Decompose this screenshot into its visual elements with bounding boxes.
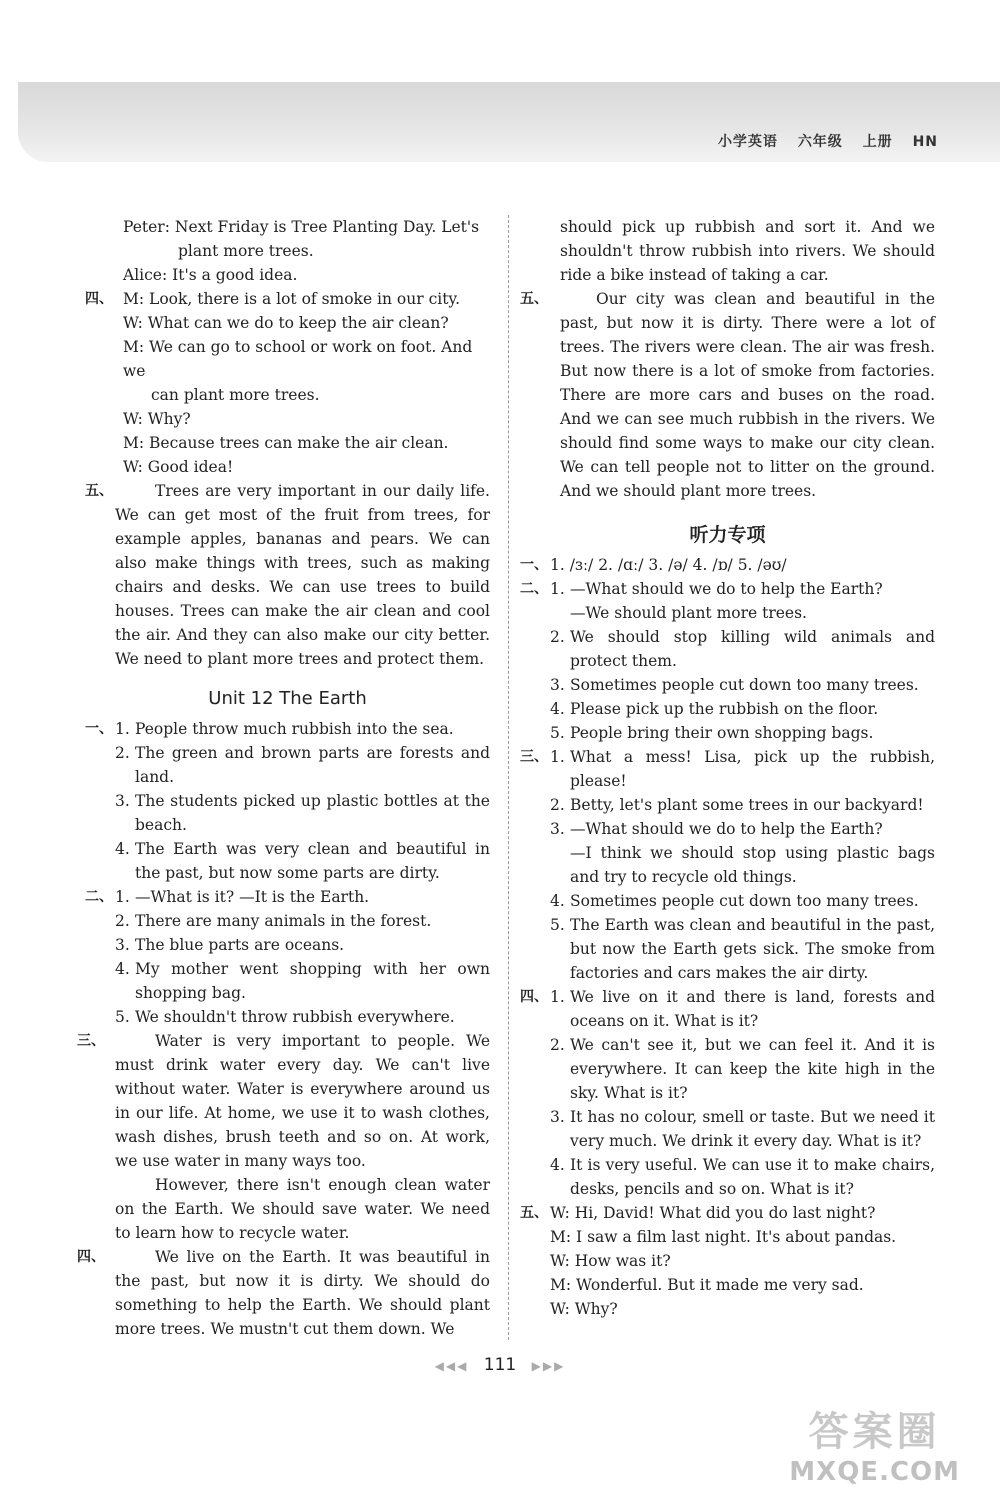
site-watermark (789, 1400, 960, 1487)
item-number: 2. (550, 628, 565, 646)
section-label: 四、 (520, 989, 548, 1005)
item-number: 2. (550, 796, 565, 814)
dialogue-line: It's a good idea. (172, 266, 298, 284)
item-number: 5. (550, 916, 565, 934)
top-dialogue (85, 215, 490, 287)
dialogue-line: Good idea! (147, 458, 234, 476)
speaker: M: (550, 1228, 572, 1246)
item-text: —What should we do to help the Earth? (570, 580, 883, 598)
item-number: 4. (115, 960, 130, 978)
item-number: 4. (550, 1156, 565, 1174)
item-text: People throw much rubbish into the sea. (135, 720, 454, 738)
item-number: 3. (115, 792, 130, 810)
item-number: 3. (550, 1108, 565, 1126)
header-grade: 六年级 (797, 134, 843, 150)
item-text: There are many animals in the forest. (135, 912, 432, 930)
right-column (520, 215, 935, 1321)
speaker: W: (550, 1252, 570, 1270)
unit-title: Unit 12 The Earth (208, 688, 367, 709)
speaker: M: (123, 338, 145, 356)
item-text: —What is it? —It is the Earth. (135, 888, 370, 906)
header-subject: 小学英语 (717, 134, 778, 150)
next-arrows-icon: ▶▶▶ (531, 1359, 566, 1373)
section-label: 一、 (520, 557, 548, 573)
dialogue-line: Why? (147, 410, 191, 428)
item-number: 5. (550, 724, 565, 742)
left-column (77, 215, 490, 1341)
section-label: 二、 (520, 581, 548, 597)
item-text: We shouldn't throw rubbish everywhere. (135, 1008, 455, 1026)
item-number: 3. (115, 936, 130, 954)
section-label: 四、 (85, 291, 113, 307)
watermark-line2: MXQE.COM (789, 1457, 960, 1487)
dialogue-line: What can we do to keep the air clean? (147, 314, 449, 332)
phonetics-answers: 1. /ɜː/ 2. /ɑː/ 3. /ə/ 4. /ɒ/ 5. /əʊ/ (550, 556, 787, 574)
unit-section-3 (77, 1029, 490, 1245)
unit-section-4 (77, 1245, 490, 1341)
section-label: 五、 (520, 291, 548, 307)
speaker: W: (550, 1204, 570, 1222)
passage-text: However, there isn't enough clean water on the Earth. We should save water. We need to learn how to recycle water. (115, 1176, 490, 1242)
dialogue-line: How was it? (574, 1252, 671, 1270)
page-number: 111 (483, 1355, 517, 1375)
item-number: 1. (550, 988, 565, 1006)
section-label: 三、 (520, 749, 548, 765)
page-footer (0, 1355, 1000, 1375)
column-divider (508, 215, 509, 1340)
passage-text: We live on the Earth. It was beautiful in the past, but now it is dirty. We should do something to help the Earth. We should plant more trees. We mustn't cut them down. We (115, 1248, 490, 1338)
speaker: M: (123, 290, 145, 308)
listening-section-2 (520, 577, 935, 745)
item-text: We can't see it, but we can feel it. And it is everywhere. It can keep the kite high in the sky. What is it? (570, 1036, 935, 1102)
item-text: The Earth was clean and beautiful in the past, but now the Earth gets sick. The smoke from factories and cars makes the air dirty. (570, 916, 935, 982)
section-label: 五、 (85, 483, 113, 499)
item-number: 1. (115, 888, 130, 906)
item-text: The students picked up plastic bottles at the beach. (135, 792, 490, 834)
item-text: Sometimes people cut down too many trees. (570, 892, 919, 910)
passage-continuation: should pick up rubbish and sort it. And we shouldn't throw rubbish into rivers. We should ride a bike instead of taking a car. (560, 218, 935, 284)
item-text: Betty, let's plant some trees in our backyard! (570, 796, 924, 814)
item-number: 3. (550, 676, 565, 694)
dialogue-line: Because trees can make the air clean. (149, 434, 449, 452)
listening-section-1 (520, 553, 935, 577)
passage-text: Trees are very important in our daily life. We can get most of the fruit from trees, for example apples, bananas and pears. We can also make things with trees, such as making chairs and desks. We can use trees to build houses. Trees can make the air clean and cool the air. And they can also make our city better. We need to plant more trees and protect them. (115, 482, 490, 668)
dialogue-line: I saw a film last night. It's about pandas. (576, 1228, 897, 1246)
item-text: The Earth was very clean and beautiful in the past, but now some parts are dirty. (135, 840, 490, 882)
dialogue-line: can plant more trees. (151, 386, 320, 404)
header-volume: 上册 (862, 134, 893, 150)
section-4 (85, 287, 490, 479)
passage-text: Water is very important to people. We must drink water every day. We can't live without water. Water is everywhere around us in our life. At home, we use it to wash clothes, wash dishes, brush teeth and so on. At work, we use water in many ways too. (115, 1032, 490, 1170)
section-label: 三、 (77, 1033, 105, 1049)
item-text: It is very useful. We can use it to make chairs, desks, pencils and so on. What is it? (570, 1156, 935, 1198)
item-number: 4. (550, 700, 565, 718)
watermark-line1: 答案圈 (808, 1409, 941, 1455)
section-label: 二、 (85, 889, 113, 905)
item-number: 4. (550, 892, 565, 910)
item-number: 1. (115, 720, 130, 738)
item-text: What a mess! Lisa, pick up the rubbish, please! (570, 748, 935, 790)
unit-section-1 (85, 717, 490, 885)
item-number: 1. (550, 580, 565, 598)
speaker: Alice: (123, 266, 168, 284)
item-text: We should stop killing wild animals and protect them. (570, 628, 935, 670)
item-text: The blue parts are oceans. (135, 936, 345, 954)
item-text: Please pick up the rubbish on the floor. (570, 700, 879, 718)
listening-section-4 (520, 985, 935, 1201)
dialogue-line: We can go to school or work on foot. And we (123, 338, 473, 380)
dialogue-line: Next Friday is Tree Planting Day. Let's (174, 218, 480, 236)
item-text: We live on it and there is land, forests and oceans on it. What is it? (570, 988, 935, 1030)
section-label: 一、 (85, 721, 113, 737)
item-number: 2. (115, 744, 130, 762)
prev-arrows-icon: ◀◀◀ (434, 1359, 469, 1373)
item-number: 2. (550, 1036, 565, 1054)
dialogue-line: plant more trees. (178, 242, 314, 260)
item-text: The green and brown parts are forests and land. (135, 744, 490, 786)
dialogue-line: Wonderful. But it made me very sad. (576, 1276, 864, 1294)
dialogue-line: Hi, David! What did you do last night? (574, 1204, 876, 1222)
section-5 (85, 479, 490, 671)
section-label: 五、 (520, 1205, 548, 1221)
item-text: Sometimes people cut down too many trees. (570, 676, 919, 694)
item-number: 3. (550, 820, 565, 838)
unit-section-5 (520, 287, 935, 503)
dialogue-line: Why? (574, 1300, 618, 1318)
speaker: M: (123, 434, 145, 452)
header-edition: HN (912, 134, 938, 150)
listening-title: 听力专项 (689, 524, 766, 546)
item-text: —I think we should stop using plastic bags and try to recycle old things. (570, 844, 935, 886)
section-label: 四、 (77, 1249, 105, 1265)
item-text: My mother went shopping with her own shopping bag. (135, 960, 490, 1002)
speaker: W: (123, 314, 143, 332)
speaker: Peter: (123, 218, 170, 236)
item-text: —We should plant more trees. (570, 604, 807, 622)
speaker: W: (123, 458, 143, 476)
dialogue-line: Look, there is a lot of smoke in our city. (149, 290, 461, 308)
item-number: 4. (115, 840, 130, 858)
speaker: W: (550, 1300, 570, 1318)
item-text: It has no colour, smell or taste. But we need it very much. We drink it every day. What is it? (570, 1108, 935, 1150)
item-number: 1. (550, 748, 565, 766)
unit-section-2 (85, 885, 490, 1029)
speaker: M: (550, 1276, 572, 1294)
header-info (704, 131, 938, 151)
listening-section-5 (520, 1201, 935, 1321)
speaker: W: (123, 410, 143, 428)
item-number: 5. (115, 1008, 130, 1026)
passage-text: Our city was clean and beautiful in the past, but now it is dirty. There were a lot of trees. The rivers were clean. The air was fresh. But now there is a lot of smoke from factories. There are more cars and buses on the road. And we can see much rubbish in the rivers. We should find some ways to make our city clean. We can tell people not to litter on the ground. And we should plant more trees. (560, 290, 935, 500)
item-text: People bring their own shopping bags. (570, 724, 874, 742)
item-text: —What should we do to help the Earth? (570, 820, 883, 838)
item-number: 2. (115, 912, 130, 930)
listening-section-3 (520, 745, 935, 985)
